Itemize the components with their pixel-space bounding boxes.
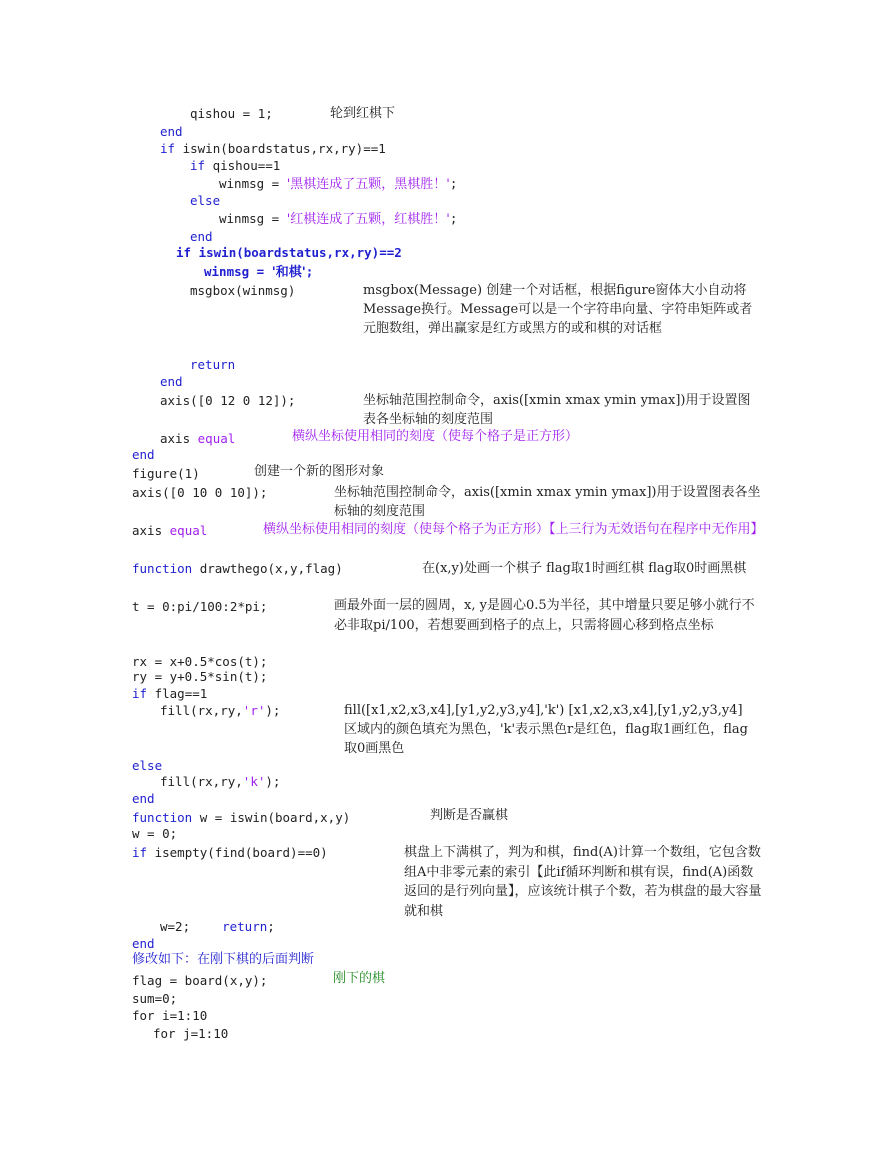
keyword: function bbox=[132, 810, 193, 825]
code-line-29 bbox=[132, 810, 350, 826]
code-line-12: return bbox=[190, 357, 236, 372]
code-line-35: flag = board(x,y); bbox=[132, 973, 268, 988]
code-line-21: t = 0:pi/100:2*pi; bbox=[132, 599, 268, 614]
code-tail: ; bbox=[449, 211, 458, 226]
code: axis bbox=[160, 431, 198, 446]
code: winmsg = bbox=[219, 211, 287, 226]
keyword: return bbox=[222, 919, 268, 934]
code: fill(rx,ry, bbox=[160, 703, 243, 718]
code-tail: ; bbox=[267, 919, 275, 934]
comment-21: 画最外面一层的圆周，x, y是圆心0.5为半径，其中增量只要足够小就行不必非取pi/100，若想要画到格子的点上，只需将圆心移到格点坐标 bbox=[334, 598, 755, 633]
code-line-36: sum=0; bbox=[132, 991, 178, 1006]
string: '黑棋连成了五颗，黑棋胜！' bbox=[286, 177, 450, 192]
code-tail: ); bbox=[265, 774, 281, 789]
code-line-17: figure(1) bbox=[132, 466, 200, 481]
string: 'k' bbox=[242, 774, 266, 789]
keyword: if bbox=[160, 141, 176, 156]
code-line-8: end bbox=[190, 229, 213, 244]
code-line-11: msgbox(winmsg) bbox=[190, 283, 296, 298]
comment-29: 判断是否赢棋 bbox=[430, 808, 509, 823]
comment-34: 修改如下：在刚下棋的后面判断 bbox=[132, 952, 315, 967]
code-line-14: axis([0 12 0 12]); bbox=[160, 393, 296, 408]
code-line-37: for i=1:10 bbox=[132, 1008, 208, 1023]
comment-20: 在(x,y)处画一个棋子 flag取1时画红棋 flag取0时画黑棋 bbox=[422, 561, 747, 576]
code: fill(rx,ry, bbox=[160, 774, 243, 789]
code: flag==1 bbox=[147, 686, 208, 701]
code-tail: ; bbox=[305, 264, 314, 279]
code-line-10 bbox=[204, 264, 313, 281]
code: isempty(find(board)==0) bbox=[147, 845, 328, 860]
comment-19: 横纵坐标使用相同的刻度（使每个格子为正方形）【上三行为无效语句在程序中无作用】 bbox=[263, 522, 764, 537]
code-tail: ); bbox=[265, 703, 281, 718]
code-line-2: end bbox=[160, 124, 183, 139]
code-line-30: w = 0; bbox=[132, 826, 178, 841]
string: '和棋' bbox=[271, 265, 306, 280]
comment-17: 创建一个新的图形对象 bbox=[254, 464, 385, 479]
code: drawthego(x,y,flag) bbox=[192, 561, 343, 576]
code-line-28: end bbox=[132, 791, 155, 806]
keyword: if bbox=[132, 845, 148, 860]
keyword: if bbox=[190, 158, 206, 173]
comment-35: 刚下的棋 bbox=[333, 971, 386, 986]
code-line-6: else bbox=[190, 193, 221, 208]
code-line-22: rx = x+0.5*cos(t); bbox=[132, 654, 268, 669]
comment-11: msgbox(Message) 创建一个对话框，根据figure窗体大小自动将Message换行。Message可以是一个字符串向量、字符串矩阵或者元胞数组，弹出赢家是红方或黑方的或和棋的对话框 bbox=[363, 283, 753, 336]
code-line-15 bbox=[160, 431, 235, 447]
code-line-31 bbox=[132, 845, 328, 861]
code-line-38: for j=1:10 bbox=[153, 1026, 229, 1041]
comment-25: fill([x1,x2,x3,x4],[y1,y2,y3,y4],'k') [x1,x2,x3,x4],[y1,y2,y3,y4]区域内的颜色填充为黑色，'k'表示黑色r是红色，flag取1画红色，flag取0画黑色 bbox=[344, 703, 748, 756]
code-line-1 bbox=[190, 106, 273, 122]
code: winmsg = bbox=[204, 264, 272, 279]
code: qishou = 1; bbox=[190, 106, 273, 121]
code-line-20 bbox=[132, 561, 343, 577]
comment-15: 横纵坐标使用相同的刻度（使每个格子是正方形） bbox=[292, 429, 579, 444]
code-line-25 bbox=[160, 703, 280, 719]
code-line-32 bbox=[160, 919, 275, 935]
string: '红棋连成了五颗，红棋胜！' bbox=[286, 212, 450, 227]
code-line-7 bbox=[219, 211, 457, 228]
code-line-16: end bbox=[132, 447, 155, 462]
code-line-23: ry = y+0.5*sin(t); bbox=[132, 669, 268, 684]
string: equal bbox=[197, 431, 236, 446]
code: qishou==1 bbox=[205, 158, 281, 173]
code: iswin(boardstatus,rx,ry)==2 bbox=[191, 245, 402, 260]
code-line-5 bbox=[219, 176, 457, 193]
code: w = iswin(board,x,y) bbox=[192, 810, 351, 825]
keyword: if bbox=[176, 245, 192, 260]
comment-14: 坐标轴范围控制命令，axis([xmin xmax ymin ymax])用于设置图表各坐标轴的刻度范围 bbox=[363, 393, 751, 427]
code: w=2; bbox=[160, 919, 191, 934]
comment-18: 坐标轴范围控制命令，axis([xmin xmax ymin ymax])用于设置图表各坐标轴的刻度范围 bbox=[334, 485, 761, 519]
code-line-13: end bbox=[160, 374, 183, 389]
code-line-24 bbox=[132, 686, 207, 702]
code-line-26: else bbox=[132, 758, 163, 773]
code-line-18: axis([0 10 0 10]); bbox=[132, 485, 268, 500]
code-line-19 bbox=[132, 523, 207, 539]
keyword: if bbox=[132, 686, 148, 701]
string: 'r' bbox=[242, 703, 266, 718]
keyword: function bbox=[132, 561, 193, 576]
code-tail: ; bbox=[449, 176, 458, 191]
code: axis bbox=[132, 523, 170, 538]
code-line-3 bbox=[160, 141, 386, 157]
comment-1: 轮到红棋下 bbox=[330, 106, 396, 121]
code-line-27 bbox=[160, 774, 280, 790]
comment-31: 棋盘上下满棋了，判为和棋，find(A)计算一个数组，它包含数组A中非零元素的索引【此if循环判断和棋有误，find(A)函数返回的是行列向量】，应该统计棋子个数，若为棋盘的最大容量就和棋 bbox=[404, 845, 762, 919]
string: equal bbox=[169, 523, 208, 538]
code-line-9 bbox=[176, 245, 402, 261]
code: iswin(boardstatus,rx,ry)==1 bbox=[175, 141, 386, 156]
code: winmsg = bbox=[219, 176, 287, 191]
code-line-33: end bbox=[132, 936, 155, 951]
code-line-4 bbox=[190, 158, 280, 174]
